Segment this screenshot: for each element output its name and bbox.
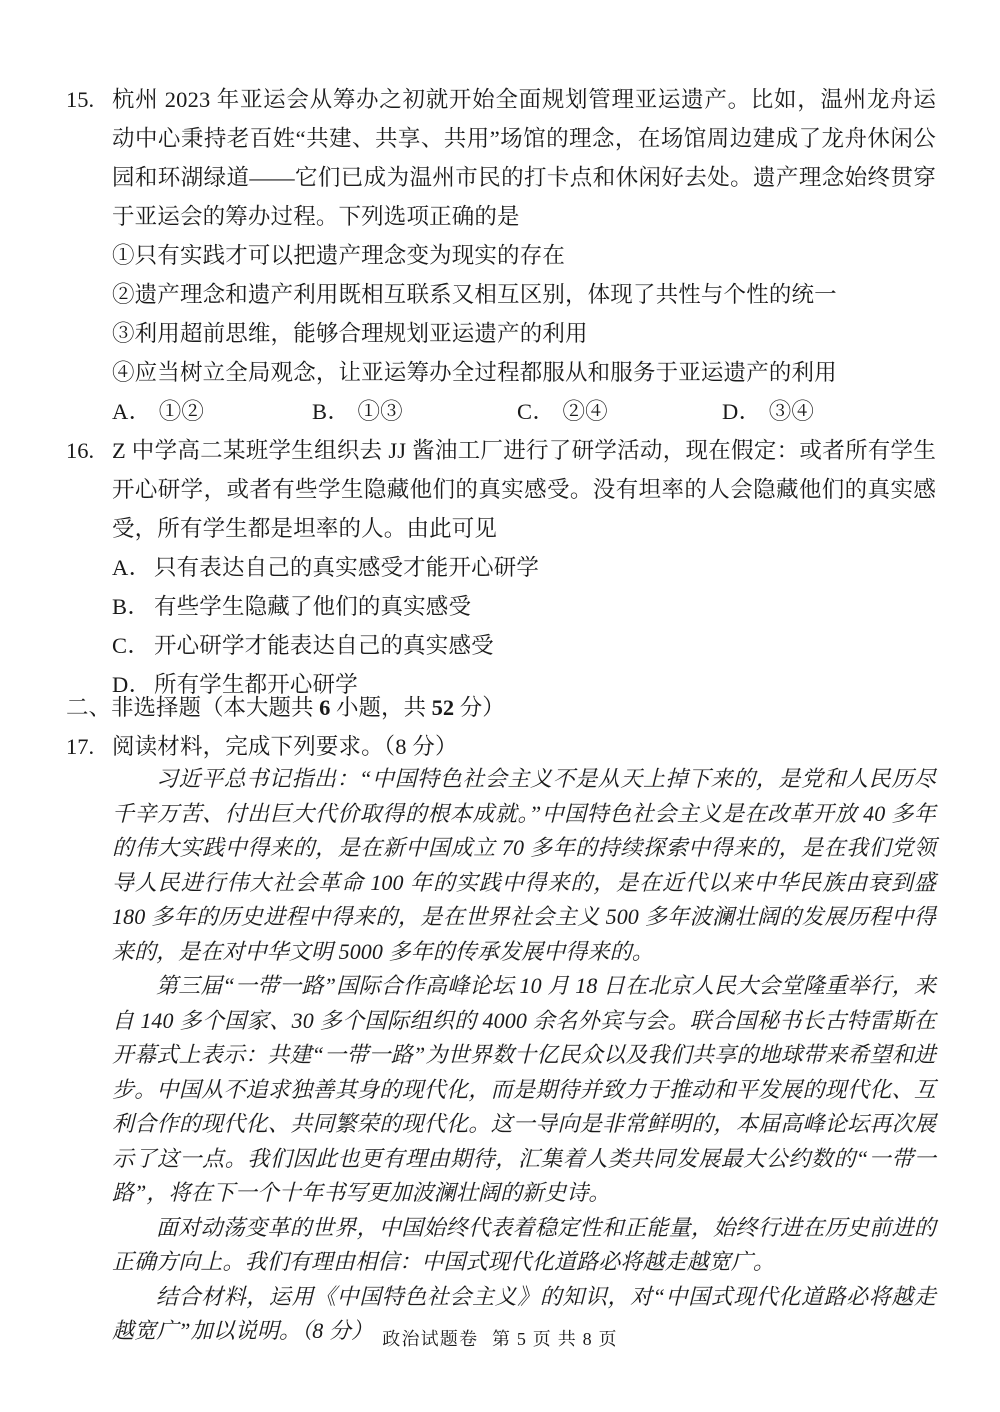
page-footer (0, 1326, 1000, 1352)
choice-d-value: ③④ (768, 399, 815, 424)
question-15-statement-2: ②遗产理念和遗产利用既相互联系又相互区别，体现了共性与个性的统一 (112, 282, 837, 307)
question-15-stem: 杭州 2023 年亚运会从筹办之初就开始全面规划管理亚运遗产。比如，温州龙舟运动中心秉持老百姓“共建、共享、共用”场馆的理念，在场馆周边建成了龙舟休闲公园和环湖绿道——它们已成为温州市民的打卡点和休闲好去处。遗产理念始终贯穿于亚运会的筹办过程。下列选项正确的是 (112, 87, 936, 229)
footer-total-number: 8 (582, 1329, 593, 1349)
question-16-choices (112, 548, 936, 704)
choice-c-label: C． (112, 633, 151, 658)
section-two-heading-prefix: 二、非选择题（本大题共 (66, 695, 320, 720)
section-two-heading (66, 688, 936, 727)
question-15-number: 15. (66, 87, 95, 112)
choice-a-label: A． (112, 555, 152, 580)
choice-a-value: ①② (158, 399, 205, 424)
material-paragraph-3: 面对动荡变革的世界，中国始终代表着稳定性和正能量，始终行进在历史前进的正确方向上。我们有理由相信：中国式现代化道路必将越走越宽广。 (112, 1214, 936, 1274)
footer-total-unit: 页 (598, 1329, 618, 1349)
choice-b-value: ①③ (357, 399, 403, 424)
question-17-prompt-row (112, 727, 936, 766)
choice-d-text: 所有学生都开心研学 (154, 672, 358, 697)
choice-a-label: A． (112, 399, 152, 424)
question-15-choices (112, 392, 936, 431)
section-two-heading-suffix: 分） (454, 695, 505, 720)
choice-d-label: D． (112, 672, 152, 697)
question-15-choice-b[interactable] (312, 392, 403, 431)
choice-b-text: 有些学生隐藏了他们的真实感受 (154, 594, 472, 619)
choice-b-label: B． (312, 399, 351, 424)
question-15-choice-a[interactable] (112, 392, 204, 431)
choice-d-label: D． (722, 399, 762, 424)
question-15-choice-c[interactable] (517, 392, 608, 431)
material-task-paragraph: 结合材料，运用《中国特色社会主义》的知识，对“中国式现代化道路必将越走越宽广”加以说明。（8 分） (112, 1283, 936, 1343)
question-16 (66, 431, 936, 704)
footer-total-label: 共 (557, 1329, 577, 1349)
choice-c-label: C． (517, 399, 556, 424)
question-17-material (112, 762, 936, 1349)
question-15 (66, 80, 936, 431)
question-15-statement-3: ③利用超前思维，能够合理规划亚运遗产的利用 (112, 321, 588, 346)
question-17-number: 17. (66, 734, 95, 759)
question-15-body (112, 80, 936, 431)
footer-subject: 政治试题卷 (382, 1329, 479, 1349)
question-15-statement-4: ④应当树立全局观念，让亚运筹办全过程都服从和服务于亚运遗产的利用 (112, 360, 837, 385)
choice-b-label: B． (112, 594, 151, 619)
section-two-question-count: 6 (319, 695, 331, 720)
choice-c-text: 开心研学才能表达自己的真实感受 (154, 633, 494, 658)
question-16-stem: Z 中学高二某班学生组织去 JJ 酱油工厂进行了研学活动，现在假定：或者所有学生开心研学，或者有些学生隐藏他们的真实感受。没有坦率的人会隐藏他们的真实感受，所有学生都是坦率的人。由此可见 (112, 438, 936, 541)
question-17-prompt: 阅读材料，完成下列要求。（8 分） (112, 734, 458, 759)
section-two-total-score: 52 (431, 695, 455, 720)
question-15-choice-d[interactable] (722, 392, 814, 431)
footer-page-number: 5 (516, 1329, 528, 1349)
material-paragraph-2: 第三届“一带一路”国际合作高峰论坛 10 月 18 日在北京人民大会堂隆重举行，来自 140 多个国家、30 多个国际组织的 4000 余名外宾与会。联合国秘书长古特雷斯在开幕式上表示：共建“一带一路”为世界数十亿民众以及我们共享的地球带来希望和进步。中国从不追求独善其身的现代化，而是期待并致力于推动和平发展的现代化、互利合作的现代化、共同繁荣的现代化。这一导向是非常鲜明的，本届高峰论坛再次展示了这一点。我们因此也更有理由期待，汇集着人类共同发展最大公约数的“一带一路”，将在下一个十年书写更加波澜壮阔的新史诗。 (112, 973, 936, 1205)
question-16-choice-c[interactable] (112, 626, 936, 665)
question-17 (66, 727, 936, 766)
question-16-number: 16. (66, 438, 95, 463)
choice-a-text: 只有表达自己的真实感受才能开心研学 (154, 555, 540, 580)
question-16-choice-b[interactable] (112, 587, 936, 626)
footer-page-unit: 页 (532, 1329, 552, 1349)
question-16-body (112, 431, 936, 704)
choice-c-value: ②④ (562, 399, 608, 424)
section-two-heading-middle: 小题，共 (330, 695, 432, 720)
question-15-statement-1: ①只有实践才可以把遗产理念变为现实的存在 (112, 243, 566, 268)
material-paragraph-1: 习近平总书记指出：“中国特色社会主义不是从天上掉下来的，是党和人民历尽千辛万苦、付出巨大代价取得的根本成就。”中国特色社会主义是在改革开放 40 多年的伟大实践中得来的，是在新中国成立 70 多年的持续探索中得来的，是在我们党领导人民进行伟大社会革命 100 年的实践中得来的，是在近代以来中华民族由衰到盛 180 多年的历史进程中得来的，是在世界社会主义 500 多年波澜壮阔的发展历程中得来的，是在对中华文明 5000 多年的传承发展中得来的。 (112, 766, 936, 964)
footer-page-label: 第 (491, 1329, 512, 1349)
question-16-choice-a[interactable] (112, 548, 936, 587)
